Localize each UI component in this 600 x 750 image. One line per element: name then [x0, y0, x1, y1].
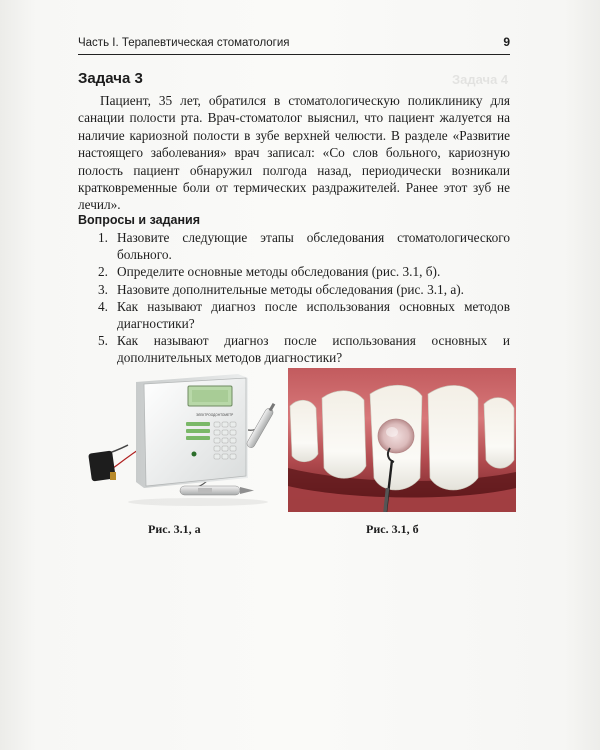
question-text: Назовите дополнительные методы обследования (рис. 3.1, а).	[117, 281, 464, 297]
question-text: Как называют диагноз после использования основных и дополнительных методов диагностики?	[117, 333, 510, 366]
page-number: 9	[503, 35, 510, 49]
question-number: 3.	[98, 281, 108, 297]
question-item	[78, 298, 510, 332]
questions-heading: Вопросы и задания	[78, 213, 200, 227]
device-label: ЭЛЕКТРООДОНТОМЕТР	[196, 413, 234, 417]
figure-dental-examination-photo	[288, 368, 516, 512]
question-text: Определите основные методы обследования (рис. 3.1, б).	[117, 264, 441, 280]
question-text: Назовите следующие этапы обследования стоматологического больного.	[117, 230, 510, 263]
question-number: 4.	[98, 298, 108, 314]
question-item	[78, 229, 510, 263]
running-header	[78, 34, 510, 55]
task-description	[78, 92, 510, 214]
figure-b-caption: Рис. 3.1, б	[366, 522, 419, 536]
questions-list	[78, 229, 510, 367]
question-number: 1.	[98, 230, 108, 245]
task-text: Пациент, 35 лет, обратился в стоматологическую поликлинику для санации полости рта. Врач-стоматолог выяснил, что пациент жалуется на наличие кариозной полости в зубе верхней челюсти. В разделе «Развитие настоящего заболевания» врач записал: «Со слов больного, кариозную полость пациент обнаружил полгода назад, периодически возникали кратковременные боли от термических раздражителей. Ранее этот зуб не лечил».	[78, 93, 510, 213]
question-text: Как называют диагноз после использования основных методов диагностики?	[117, 298, 510, 332]
task-heading: Задача 3	[78, 70, 143, 87]
header-title: Часть I. Терапевтическая стоматология	[78, 37, 290, 49]
question-number: 5.	[98, 333, 108, 349]
question-item	[78, 332, 510, 366]
question-item	[78, 281, 510, 298]
bleed-through-text: Задача 4	[452, 72, 509, 87]
question-item	[78, 263, 510, 280]
figure-a-caption: Рис. 3.1, а	[148, 522, 201, 536]
figure-electroodontometer	[88, 370, 288, 510]
question-number: 2.	[98, 264, 108, 280]
